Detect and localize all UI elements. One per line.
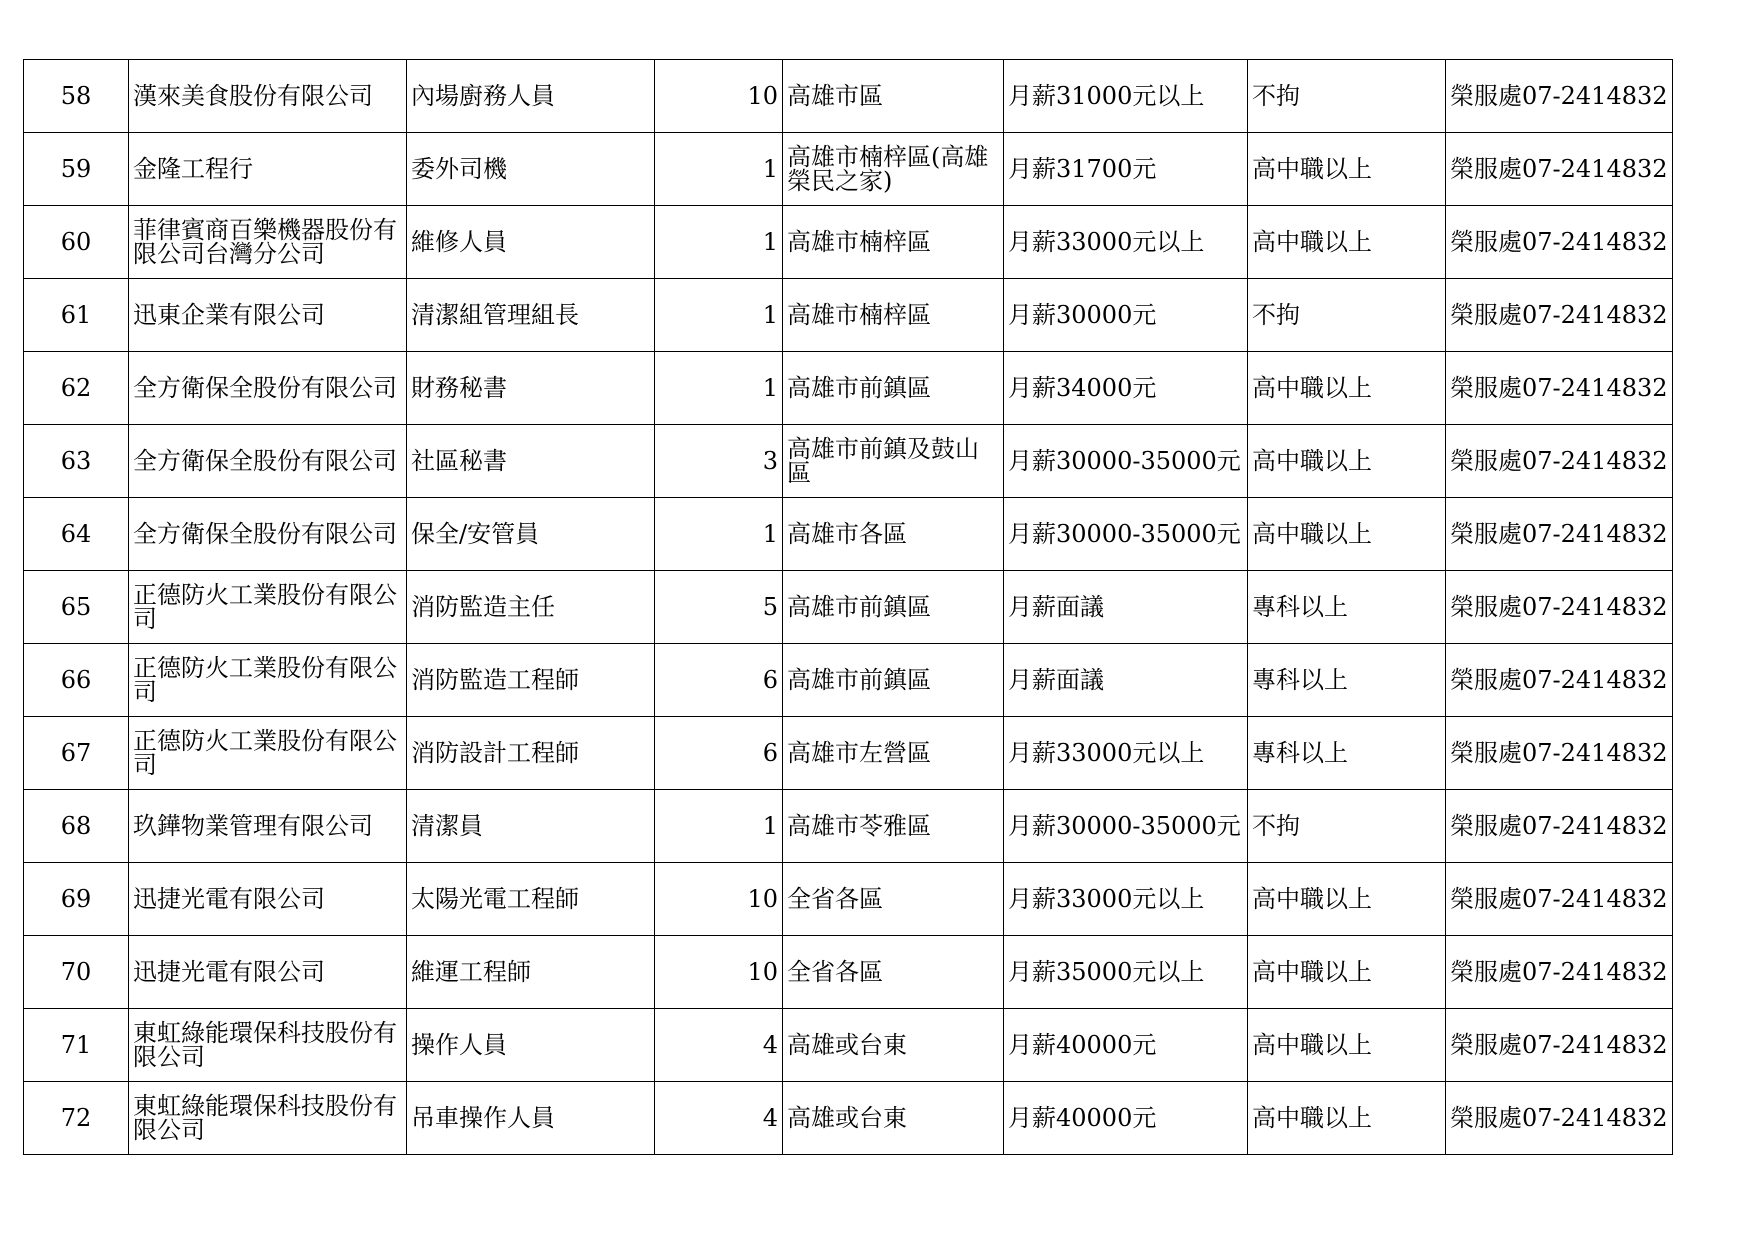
location-cell: 高雄市區 [783, 60, 1004, 133]
table-row [24, 790, 1673, 863]
contact-cell: 榮服處07-2414832 [1446, 352, 1673, 425]
contact-cell: 榮服處07-2414832 [1446, 644, 1673, 717]
location-cell: 高雄市前鎮及鼓山區 [783, 425, 1004, 498]
contact-cell: 榮服處07-2414832 [1446, 790, 1673, 863]
company-cell: 金隆工程行 [129, 133, 407, 206]
headcount-cell: 10 [655, 936, 783, 1009]
education-cell: 高中職以上 [1248, 425, 1446, 498]
position-cell: 清潔組管理組長 [407, 279, 655, 352]
position-cell: 清潔員 [407, 790, 655, 863]
headcount-cell: 1 [655, 133, 783, 206]
headcount-cell: 1 [655, 498, 783, 571]
education-cell: 不拘 [1248, 60, 1446, 133]
location-cell: 全省各區 [783, 863, 1004, 936]
company-cell: 全方衛保全股份有限公司 [129, 498, 407, 571]
table-row [24, 717, 1673, 790]
location-cell: 高雄市前鎮區 [783, 352, 1004, 425]
position-cell: 維修人員 [407, 206, 655, 279]
education-cell: 高中職以上 [1248, 863, 1446, 936]
position-cell: 財務秘書 [407, 352, 655, 425]
company-cell: 玖鏵物業管理有限公司 [129, 790, 407, 863]
company-cell: 正德防火工業股份有限公司 [129, 717, 407, 790]
headcount-cell: 3 [655, 425, 783, 498]
location-cell: 高雄市楠梓區 [783, 279, 1004, 352]
company-cell: 迅捷光電有限公司 [129, 936, 407, 1009]
position-cell: 維運工程師 [407, 936, 655, 1009]
location-cell: 高雄市楠梓區 [783, 206, 1004, 279]
salary-cell: 月薪35000元以上 [1004, 936, 1248, 1009]
row-number-cell: 65 [24, 571, 129, 644]
salary-cell: 月薪30000-35000元 [1004, 790, 1248, 863]
table-row [24, 133, 1673, 206]
row-number-cell: 60 [24, 206, 129, 279]
row-number-cell: 69 [24, 863, 129, 936]
table-row [24, 571, 1673, 644]
education-cell: 不拘 [1248, 279, 1446, 352]
table-row [24, 60, 1673, 133]
location-cell: 高雄或台東 [783, 1009, 1004, 1082]
contact-cell: 榮服處07-2414832 [1446, 863, 1673, 936]
contact-cell: 榮服處07-2414832 [1446, 206, 1673, 279]
location-cell: 高雄市苓雅區 [783, 790, 1004, 863]
headcount-cell: 1 [655, 206, 783, 279]
salary-cell: 月薪31700元 [1004, 133, 1248, 206]
headcount-cell: 4 [655, 1009, 783, 1082]
company-cell: 漢來美食股份有限公司 [129, 60, 407, 133]
row-number-cell: 63 [24, 425, 129, 498]
salary-cell: 月薪31000元以上 [1004, 60, 1248, 133]
location-cell: 高雄市前鎮區 [783, 571, 1004, 644]
row-number-cell: 64 [24, 498, 129, 571]
headcount-cell: 4 [655, 1082, 783, 1155]
headcount-cell: 6 [655, 644, 783, 717]
contact-cell: 榮服處07-2414832 [1446, 425, 1673, 498]
location-cell: 高雄市前鎮區 [783, 644, 1004, 717]
row-number-cell: 67 [24, 717, 129, 790]
table-row [24, 352, 1673, 425]
company-cell: 東虹綠能環保科技股份有限公司 [129, 1009, 407, 1082]
contact-cell: 榮服處07-2414832 [1446, 571, 1673, 644]
headcount-cell: 10 [655, 863, 783, 936]
salary-cell: 月薪30000-35000元 [1004, 498, 1248, 571]
company-cell: 全方衛保全股份有限公司 [129, 425, 407, 498]
row-number-cell: 66 [24, 644, 129, 717]
location-cell: 高雄市各區 [783, 498, 1004, 571]
salary-cell: 月薪34000元 [1004, 352, 1248, 425]
headcount-cell: 1 [655, 279, 783, 352]
position-cell: 消防監造主任 [407, 571, 655, 644]
company-cell: 迅東企業有限公司 [129, 279, 407, 352]
company-cell: 正德防火工業股份有限公司 [129, 571, 407, 644]
row-number-cell: 71 [24, 1009, 129, 1082]
row-number-cell: 72 [24, 1082, 129, 1155]
location-cell: 高雄或台東 [783, 1082, 1004, 1155]
position-cell: 太陽光電工程師 [407, 863, 655, 936]
location-cell: 高雄市楠梓區(高雄榮民之家) [783, 133, 1004, 206]
contact-cell: 榮服處07-2414832 [1446, 1082, 1673, 1155]
contact-cell: 榮服處07-2414832 [1446, 717, 1673, 790]
contact-cell: 榮服處07-2414832 [1446, 279, 1673, 352]
row-number-cell: 59 [24, 133, 129, 206]
position-cell: 消防設計工程師 [407, 717, 655, 790]
education-cell: 高中職以上 [1248, 352, 1446, 425]
salary-cell: 月薪40000元 [1004, 1082, 1248, 1155]
position-cell: 社區秘書 [407, 425, 655, 498]
position-cell: 委外司機 [407, 133, 655, 206]
contact-cell: 榮服處07-2414832 [1446, 60, 1673, 133]
education-cell: 高中職以上 [1248, 498, 1446, 571]
contact-cell: 榮服處07-2414832 [1446, 1009, 1673, 1082]
contact-cell: 榮服處07-2414832 [1446, 936, 1673, 1009]
row-number-cell: 68 [24, 790, 129, 863]
education-cell: 高中職以上 [1248, 133, 1446, 206]
education-cell: 高中職以上 [1248, 1082, 1446, 1155]
company-cell: 正德防火工業股份有限公司 [129, 644, 407, 717]
contact-cell: 榮服處07-2414832 [1446, 133, 1673, 206]
salary-cell: 月薪40000元 [1004, 1009, 1248, 1082]
table-row [24, 498, 1673, 571]
headcount-cell: 5 [655, 571, 783, 644]
location-cell: 全省各區 [783, 936, 1004, 1009]
position-cell: 保全/安管員 [407, 498, 655, 571]
table-row [24, 1009, 1673, 1082]
table-row [24, 279, 1673, 352]
job-rows [24, 60, 1673, 1155]
job-listing-sheet [23, 59, 1673, 1155]
row-number-cell: 61 [24, 279, 129, 352]
table-row [24, 644, 1673, 717]
education-cell: 專科以上 [1248, 571, 1446, 644]
education-cell: 高中職以上 [1248, 206, 1446, 279]
position-cell: 吊車操作人員 [407, 1082, 655, 1155]
table-row [24, 863, 1673, 936]
education-cell: 專科以上 [1248, 644, 1446, 717]
education-cell: 專科以上 [1248, 717, 1446, 790]
salary-cell: 月薪面議 [1004, 644, 1248, 717]
table-row [24, 1082, 1673, 1155]
table-row [24, 936, 1673, 1009]
company-cell: 迅捷光電有限公司 [129, 863, 407, 936]
table-row [24, 425, 1673, 498]
salary-cell: 月薪30000-35000元 [1004, 425, 1248, 498]
location-cell: 高雄市左營區 [783, 717, 1004, 790]
company-cell: 菲律賓商百樂機器股份有限公司台灣分公司 [129, 206, 407, 279]
headcount-cell: 10 [655, 60, 783, 133]
company-cell: 全方衛保全股份有限公司 [129, 352, 407, 425]
headcount-cell: 1 [655, 790, 783, 863]
salary-cell: 月薪33000元以上 [1004, 863, 1248, 936]
headcount-cell: 6 [655, 717, 783, 790]
education-cell: 高中職以上 [1248, 936, 1446, 1009]
table-row [24, 206, 1673, 279]
row-number-cell: 70 [24, 936, 129, 1009]
salary-cell: 月薪30000元 [1004, 279, 1248, 352]
row-number-cell: 62 [24, 352, 129, 425]
row-number-cell: 58 [24, 60, 129, 133]
headcount-cell: 1 [655, 352, 783, 425]
salary-cell: 月薪33000元以上 [1004, 717, 1248, 790]
job-listing-table [23, 59, 1673, 1155]
education-cell: 不拘 [1248, 790, 1446, 863]
position-cell: 操作人員 [407, 1009, 655, 1082]
contact-cell: 榮服處07-2414832 [1446, 498, 1673, 571]
salary-cell: 月薪面議 [1004, 571, 1248, 644]
position-cell: 消防監造工程師 [407, 644, 655, 717]
salary-cell: 月薪33000元以上 [1004, 206, 1248, 279]
education-cell: 高中職以上 [1248, 1009, 1446, 1082]
position-cell: 內場廚務人員 [407, 60, 655, 133]
company-cell: 東虹綠能環保科技股份有限公司 [129, 1082, 407, 1155]
